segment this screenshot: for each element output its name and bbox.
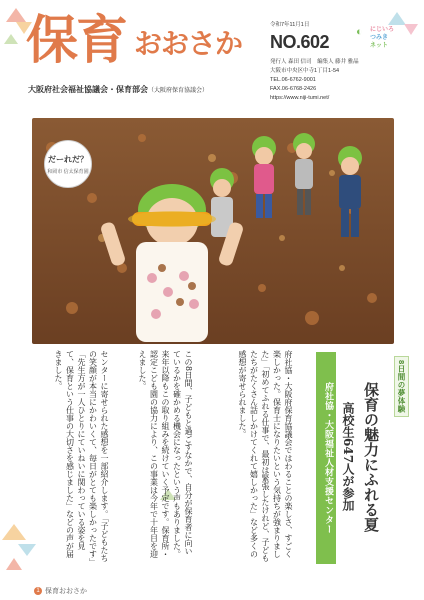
article-column-3: センターに寄せられた感想を一部紹介します。「子どもたちの笑顔が本当にかわいくて、毎日がとても楽しかったです」「先生方が一人ひとりにていねいに関わっている姿を見て、保育という仕事の大切さを感じました」などの声が届きました。 xyxy=(54,350,109,562)
decor-triangle xyxy=(6,558,22,570)
article-column-2: この8日間、子どもと過ごすなかで、自分が保育者に向いているかを確かめる機会になったという声もありました。来年以降もこの取り組みを続けていく予定です。保育所・認定こども園の協力により、この事業は今年で十年目を迎えました。 xyxy=(138,350,193,558)
page-number: 1 xyxy=(34,587,42,595)
article-subhead: 高校生647人が参加 xyxy=(341,402,355,512)
org-name: 大阪府社会福祉協議会・保育部会 xyxy=(28,85,148,94)
issue-info-box xyxy=(270,20,410,120)
nijitsumi-line1: にじいろ xyxy=(370,27,395,33)
article-kicker: 8日間の夢体験 xyxy=(394,356,409,417)
masthead-title-kana: おおさか xyxy=(134,27,243,60)
decor-triangle xyxy=(18,544,36,556)
issue-details xyxy=(270,58,359,103)
photo-caption-bubble xyxy=(44,140,92,188)
org-name-sub: （大阪府保育協議会） xyxy=(148,88,209,94)
decor-triangle xyxy=(6,8,26,22)
masthead-title-kanji: 保育 xyxy=(26,11,127,71)
decor-triangle xyxy=(4,34,18,44)
issue-url[interactable]: https://www.niji-tumi.net/ xyxy=(270,95,330,101)
photo-caption-nursery: 和岡市 信太保育園 xyxy=(47,169,89,175)
decor-triangle xyxy=(2,524,26,540)
issue-address: 大阪市中央区中寺1丁目1-54 xyxy=(270,68,340,74)
issue-editor: 編集人 藤井 雅晶 xyxy=(317,59,359,65)
issue-fax: FAX.06-6768-2426 xyxy=(270,86,317,92)
nijitsumi-line3: ネット xyxy=(370,43,389,49)
photo-caption-question: だーれだ？ xyxy=(48,155,88,164)
masthead xyxy=(26,12,276,88)
issue-number: NO.602 xyxy=(270,32,330,52)
issue-date: 令和7年11月1日 xyxy=(270,22,310,28)
article-headline-block xyxy=(296,352,412,564)
page-footer xyxy=(34,586,87,596)
issue-tel: TEL.06-6762-9001 xyxy=(270,77,316,83)
publisher-org xyxy=(28,84,208,95)
article-source-band: 府社協・大阪福祉人材支援センター xyxy=(316,352,336,564)
article-column-1: 府社協・大阪府保育協議会ではわることの楽しさ、すごく楽しかった。保育士になりたいという気持ちが強まりました」「初めてふれる仕事で、最初は緊張したけれど、子どもたちがたくさん話しかけてくれて嬉しかった」など多くの感想が寄せられました。 xyxy=(238,350,293,562)
nijitsumi-logo xyxy=(356,24,410,60)
rainbow-icon: ◐ xyxy=(356,26,363,38)
article-headline: 保育の魅力にふれる夏 xyxy=(362,382,380,532)
issue-publisher: 発行人 森田 信司 xyxy=(270,59,312,65)
nijitsumi-line2: つみき xyxy=(370,35,389,41)
footer-title: 保育おおさか xyxy=(45,588,87,595)
